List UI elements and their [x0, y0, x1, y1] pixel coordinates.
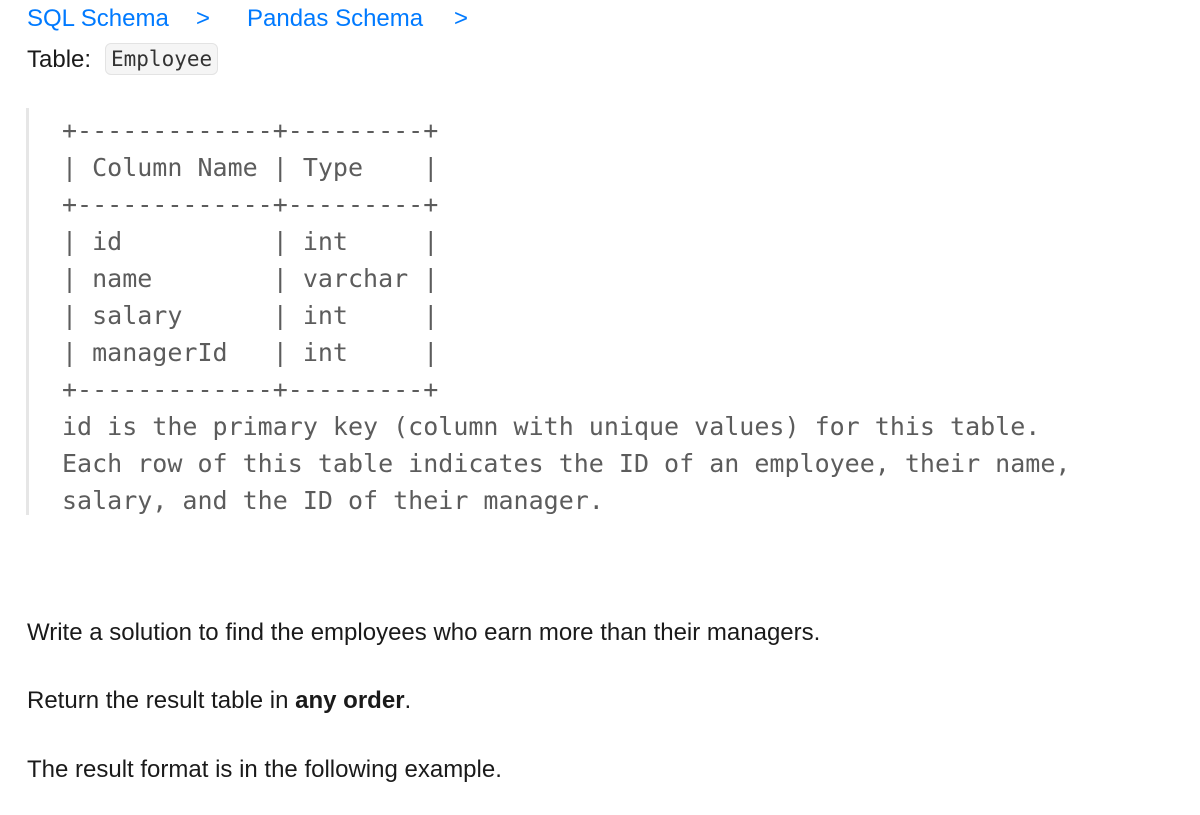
order-description — [27, 686, 411, 716]
schema-line: | Column Name | Type | — [62, 153, 439, 182]
schema-line: | managerId | int | — [62, 338, 439, 367]
order-bold: any order — [295, 687, 405, 714]
sql-schema-link[interactable]: SQL Schema — [27, 5, 169, 32]
chevron-right-icon[interactable]: > — [196, 5, 211, 32]
pandas-schema-link[interactable]: Pandas Schema — [247, 5, 424, 32]
order-prefix: Return the result table in — [27, 687, 296, 714]
table-label: Table: — [27, 46, 92, 73]
order-suffix: . — [404, 687, 412, 714]
schema-note: Each row of this table indicates the ID of an employee, their name, — [62, 449, 1071, 478]
schema-line: | salary | int | — [62, 301, 439, 330]
schema-line: +-------------+---------+ — [62, 190, 439, 219]
schema-line: +-------------+---------+ — [62, 116, 439, 145]
format-description: The result format is in the following example. — [27, 756, 502, 783]
schema-line: | name | varchar | — [62, 264, 439, 293]
schema-note: id is the primary key (column with unique values) for this table. — [62, 412, 1041, 441]
table-name-code: Employee — [105, 43, 218, 75]
schema-line: | id | int | — [62, 227, 439, 256]
task-description: Write a solution to find the employees who earn more than their managers. — [27, 619, 821, 646]
schema-block — [26, 108, 1179, 515]
schema-note: salary, and the ID of their manager. — [62, 486, 604, 515]
schema-line: +-------------+---------+ — [62, 375, 439, 404]
chevron-right-icon[interactable]: > — [454, 5, 469, 32]
